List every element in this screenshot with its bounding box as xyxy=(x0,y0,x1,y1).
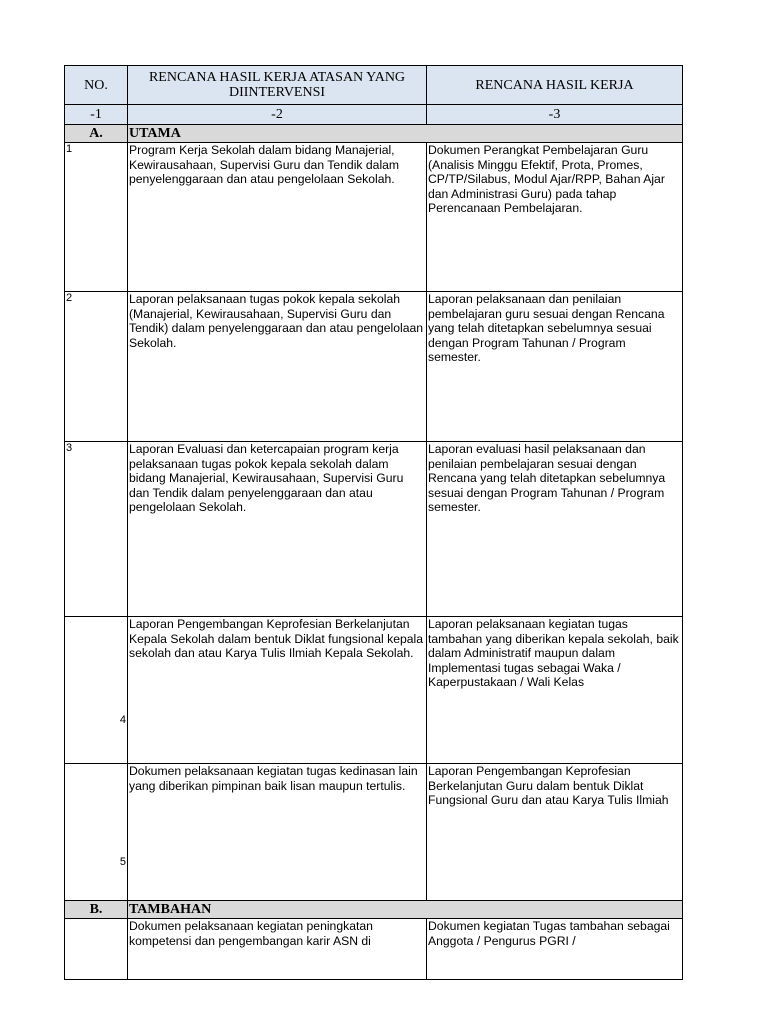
header-rencana-atasan: RENCANA HASIL KERJA ATASAN YANG DIINTERVENSI xyxy=(128,66,427,105)
header-no: NO. xyxy=(65,66,128,105)
column-index-1: -1 xyxy=(65,105,128,125)
row-number xyxy=(65,617,128,764)
row-number-text: 5 xyxy=(119,855,126,868)
table-row xyxy=(65,617,683,764)
row-rencana-atasan: Program Kerja Sekolah dalam bidang Manajerial, Kewirausahaan, Supervisi Guru dan Tendik dalam penyelenggaraan dan atau pengelolaan Sekolah. xyxy=(128,143,427,292)
header-rencana: RENCANA HASIL KERJA xyxy=(427,66,683,105)
table-row xyxy=(65,919,683,980)
column-index-3: -3 xyxy=(427,105,683,125)
row-rencana-atasan: Dokumen pelaksanaan kegiatan peningkatan kompetensi dan pengembangan karir ASN di xyxy=(128,919,427,980)
column-index-2: -2 xyxy=(128,105,427,125)
rencana-hasil-kerja-table xyxy=(64,65,683,980)
row-rencana-atasan: Laporan Pengembangan Keprofesian Berkelanjutan Kepala Sekolah dalam bentuk Diklat fungsional kepala sekolah dan atau Karya Tulis Ilmiah Kepala Sekolah. xyxy=(128,617,427,764)
row-number: 2 xyxy=(65,292,128,442)
row-number-text: 4 xyxy=(119,713,126,726)
table-header-row xyxy=(65,66,683,105)
row-number: 1 xyxy=(65,143,128,292)
table-row xyxy=(65,292,683,442)
table-row xyxy=(65,764,683,901)
row-number: 3 xyxy=(65,442,128,617)
section-title: TAMBAHAN xyxy=(128,901,427,919)
section-row-tambahan xyxy=(65,901,683,919)
row-rencana: Laporan evaluasi hasil pelaksanaan dan penilaian pembelajaran sesuai dengan Rencana yang telah ditetapkan sebelumnya sesuai dengan Program Tahunan / Program semester. xyxy=(427,442,683,617)
row-number xyxy=(65,764,128,901)
section-letter: A. xyxy=(65,125,128,143)
row-rencana: Laporan pelaksanaan dan penilaian pembelajaran guru sesuai dengan Rencana yang telah ditetapkan sebelumnya sesuai dengan Program Tahunan / Program semester. xyxy=(427,292,683,442)
row-rencana: Dokumen Perangkat Pembelajaran Guru (Analisis Minggu Efektif, Prota, Promes, CP/TP/Silabus, Modul Ajar/RPP, Bahan Ajar dan Administrasi Guru) pada tahap Perencanaan Pembelajaran. xyxy=(427,143,683,292)
section-fill xyxy=(427,125,683,143)
row-rencana-atasan: Laporan Evaluasi dan ketercapaian program kerja pelaksanaan tugas pokok kepala sekolah dalam bidang Manajerial, Kewirausahaan, Supervisi Guru dan Tendik dalam penyelenggaraan dan atau pengelolaan Sekolah. xyxy=(128,442,427,617)
section-row-utama xyxy=(65,125,683,143)
row-rencana: Laporan pelaksanaan kegiatan tugas tambahan yang diberikan kepala sekolah, baik dalam Administratif maupun dalam Implementasi tugas sebagai Waka / Kaperpustakaan / Wali Kelas xyxy=(427,617,683,764)
column-index-row xyxy=(65,105,683,125)
section-title: UTAMA xyxy=(128,125,427,143)
section-letter: B. xyxy=(65,901,128,919)
row-rencana-atasan: Dokumen pelaksanaan kegiatan tugas kedinasan lain yang diberikan pimpinan baik lisan maupun tertulis. xyxy=(128,764,427,901)
row-rencana: Dokumen kegiatan Tugas tambahan sebagai Anggota / Pengurus PGRI / xyxy=(427,919,683,980)
row-rencana: Laporan Pengembangan Keprofesian Berkelanjutan Guru dalam bentuk Diklat Fungsional Guru dan atau Karya Tulis Ilmiah xyxy=(427,764,683,901)
table-row xyxy=(65,442,683,617)
row-rencana-atasan: Laporan pelaksanaan tugas pokok kepala sekolah (Manajerial, Kewirausahaan, Supervisi Guru dan Tendik) dalam penyelenggaraan dan atau pengelolaan Sekolah. xyxy=(128,292,427,442)
table-row xyxy=(65,143,683,292)
row-number xyxy=(65,919,128,980)
section-fill xyxy=(427,901,683,919)
